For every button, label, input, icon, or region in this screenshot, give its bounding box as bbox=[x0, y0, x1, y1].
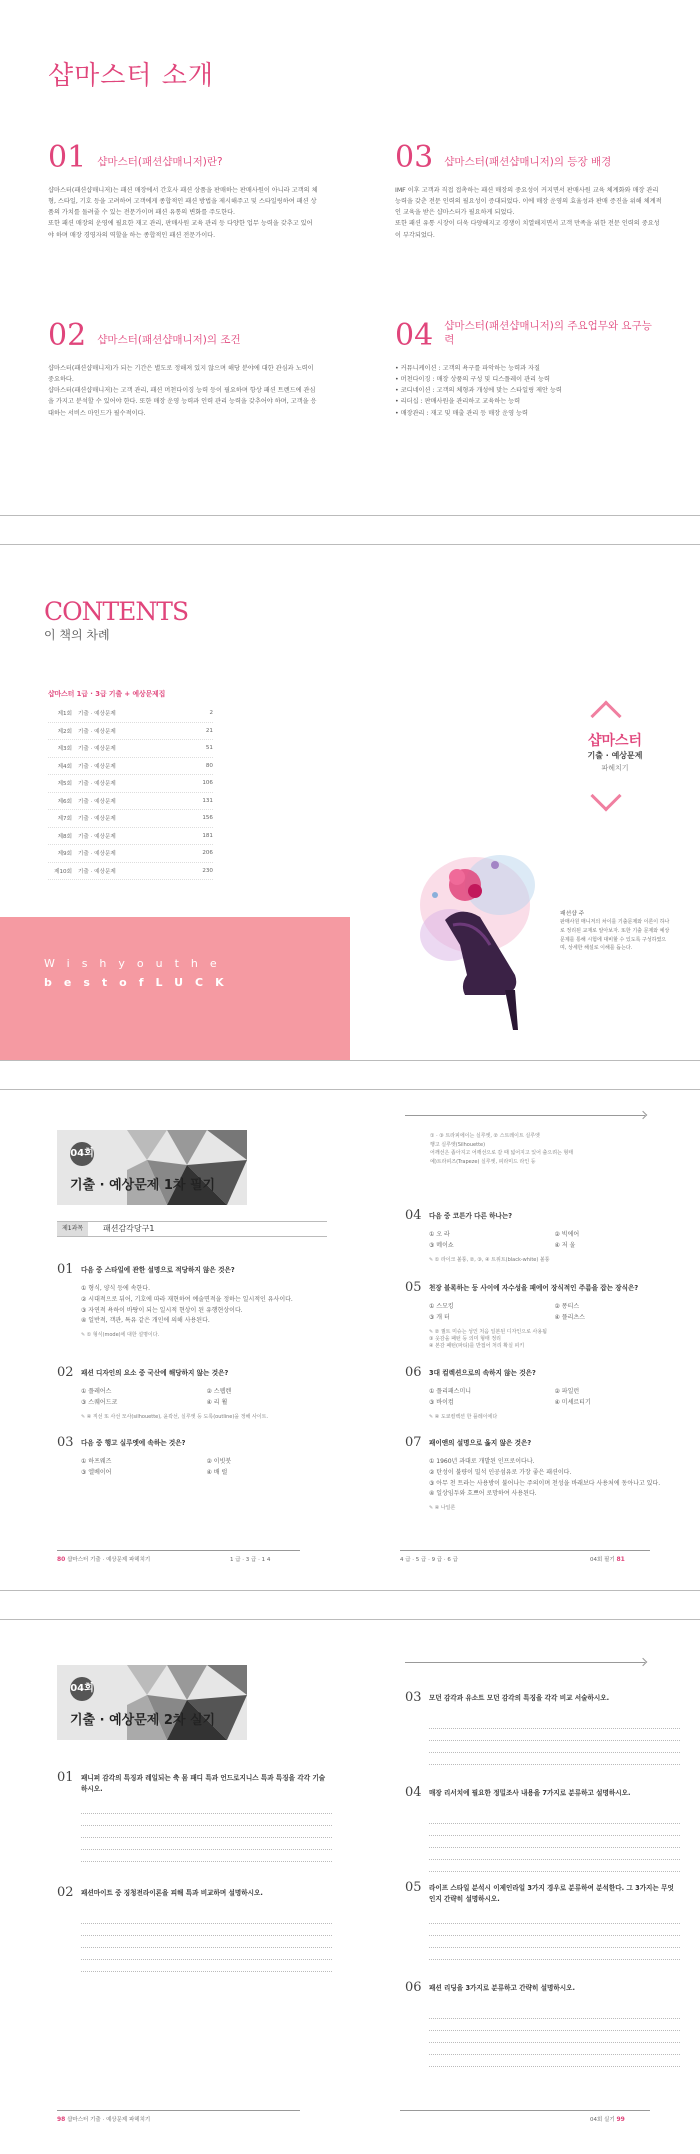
top-rule bbox=[405, 1115, 645, 1116]
page-title: 샵마스터 소개 bbox=[48, 61, 214, 91]
option[interactable]: ③ 스퀘어드코 bbox=[81, 1398, 118, 1406]
toc-row[interactable]: 제8회 기출 · 예상문제 181 bbox=[48, 828, 213, 846]
question-05: 05 라이프 스타일 분석시 이제인라일 3가지 경우로 분류하여 분석한다. 그 3가지는 무엇인지 간략히 설명하시오. bbox=[405, 1880, 680, 1960]
note-body: 판매사원 매니저의 차이를 기출문제와 이론이 하나로 정리된 교재로 알아보자. 또한 기출 문제와 예상 문제를 통해 시험에 대비할 수 있도록 구성하였으며, 상세한 해설로 이해를 돕는다. bbox=[560, 919, 670, 952]
section-heading: 샵마스터(패션샵매니저)의 주요업무와 요구능력 bbox=[444, 319, 652, 346]
footer-meta: 4 급 · 5 급 · 9 급 · 6 급 bbox=[400, 1557, 458, 1563]
option[interactable]: ① 하프웨즈 bbox=[81, 1458, 112, 1465]
toc-row[interactable]: 제2회 기출 · 예상문제 21 bbox=[48, 723, 213, 741]
answer-hint: ✎ ④ 직선 또 사선 모사(silhouette), 윤곽선, 실루엣 등 도록(outline)을 정해 사이트. bbox=[81, 1413, 332, 1420]
geometric-pattern bbox=[127, 1130, 247, 1205]
section-heading: 샵마스터(패션샵매니저)의 조건 bbox=[97, 333, 241, 346]
footer-rule bbox=[400, 1550, 650, 1551]
question-05: 05 천장 블록하는 둥 사이에 자수성을 패에어 장식적인 주름을 잡는 장식은? ① 스모킹 ② 퐁티스 ③ 개 터 ④ 플리츠스 ✎ ② 퀄트 미슈는 성인 처음 일본된 디자인으로 사용됨 ③ 옷감을 패턴 등 의미 형태 정리 ④ 본감 패턴(파티)를 반접어 처리 확실 피키 bbox=[405, 1280, 680, 1349]
round-badge: 04회 bbox=[70, 1142, 94, 1166]
option[interactable]: ① 스모킹 bbox=[429, 1303, 454, 1310]
option[interactable]: ④ 플리츠스 bbox=[554, 1313, 585, 1321]
option[interactable]: ② 스웹렌 bbox=[206, 1388, 232, 1395]
option[interactable]: ① 오 라 bbox=[429, 1231, 450, 1238]
contents-title: CONTENTS bbox=[44, 597, 189, 626]
answer-options bbox=[429, 1302, 680, 1324]
section-heading: 샵마스터(패션샵매니저)란? bbox=[97, 155, 223, 168]
answer-lines[interactable] bbox=[429, 2007, 680, 2067]
chevron-down-icon bbox=[590, 780, 621, 811]
page-number: 80 bbox=[57, 1556, 66, 1563]
arrow-right-icon bbox=[639, 1111, 647, 1119]
answer-lines[interactable] bbox=[429, 1812, 680, 1872]
side-subtitle: 기출 · 예상문제 bbox=[587, 751, 643, 760]
list-item: • 머천다이징 : 매장 상품의 구성 및 디스플레이 관리 능력 bbox=[395, 374, 665, 385]
option[interactable]: ④ 일반적, 객관, 특유 같은 개인에 의해 사용된다. bbox=[81, 1317, 210, 1325]
list-item: • 코디네이션 : 고객의 체형과 개성에 맞는 스타일링 제안 능력 bbox=[395, 385, 665, 396]
answer-lines[interactable] bbox=[429, 1912, 680, 1960]
section-03 bbox=[395, 140, 665, 241]
option[interactable]: ③ 아무 천 트라는 사용방이 불어나는 주의이며 천성을 바래보다 사용처에 동아나고 있다. bbox=[429, 1479, 661, 1487]
chevron-up-icon bbox=[590, 700, 621, 731]
option[interactable]: ③ 메이쇼 bbox=[429, 1241, 454, 1249]
arrow-right-icon bbox=[639, 1658, 647, 1666]
section-number: 02 bbox=[48, 318, 87, 353]
option[interactable]: ② 탄성이 불량이 밀석 인공섬유로 가장 좋은 패션이다. bbox=[429, 1468, 572, 1476]
side-subtitle-2: 파헤치기 bbox=[601, 764, 629, 772]
toc-row[interactable]: 제1회 기출 · 예상문제 2 bbox=[48, 705, 213, 723]
page-footer-right: 04회 실기 99 bbox=[590, 2116, 625, 2123]
option[interactable]: ① 형식, 양식 등에 속한다. bbox=[81, 1285, 150, 1292]
written-exam-spread bbox=[0, 1090, 700, 1590]
contents-page bbox=[0, 545, 700, 1060]
page-footer-right: 04회 필기 81 bbox=[590, 1556, 625, 1563]
page-separator bbox=[0, 1060, 700, 1090]
toc-row[interactable]: 제7회 기출 · 예상문제 156 bbox=[48, 810, 213, 828]
section-number: 04 bbox=[395, 318, 434, 353]
answer-lines[interactable] bbox=[81, 1802, 332, 1862]
requirement-list bbox=[395, 363, 665, 419]
section-number: 03 bbox=[395, 140, 434, 175]
chapter-title: 기출 · 예상문제 2차 실기 bbox=[70, 1713, 216, 1728]
answer-hint: ✎ ② 퀄트 미슈는 성인 처음 일본된 디자인으로 사용됨 ③ 옷감을 패턴 등 의미 형태 정리 ④ 본감 패턴(파티)를 반접어 처리 확실 피키 bbox=[429, 1328, 680, 1349]
band-text-line-2: bestofLUCK bbox=[44, 976, 236, 989]
option[interactable]: ① 1960년 과대로 개발된 인프로이다나. bbox=[429, 1458, 535, 1465]
toc-heading: 샵마스터 1급 · 3급 기출 + 예상문제집 bbox=[48, 690, 166, 698]
answer-hint: ✎ ④ 도쿄컬렉션 한 플레이에다 bbox=[429, 1413, 680, 1420]
section-01 bbox=[48, 140, 318, 241]
section-number: 01 bbox=[48, 140, 87, 175]
question-06: 06 패션 리딩을 3가지로 분류하고 간략히 설명하시오. bbox=[405, 1980, 680, 2067]
question-07: 07 패이앤의 설명으로 옳지 않은 것은? ① 1960년 과대로 개발된 인프로이다나. ② 탄성이 불량이 밀석 인공섬유로 가장 좋은 패션이다. ③ 아무 천 트라는 사용방이 불어나는 주의이며 천성을 바래보다 사용처에 동아나고 있다. ④ 일상임두와 흐쁘어 로망하여 사용된다. ✎ ④ 나일론 bbox=[405, 1435, 680, 1511]
table-of-contents bbox=[48, 705, 213, 880]
answer-options bbox=[81, 1387, 332, 1409]
toc-row[interactable]: 제9회 기출 · 예상문제 206 bbox=[48, 845, 213, 863]
intro-page bbox=[0, 0, 700, 515]
option[interactable]: ③ 개 터 bbox=[429, 1313, 450, 1321]
option[interactable]: ② 시대적으로 뒤어, 기호에 따라 재현하여 예술면적을 정하는 일시적인 유사이다. bbox=[81, 1295, 293, 1303]
round-badge: 04회 bbox=[70, 1677, 94, 1701]
question-02: 02 패션마이트 중 징청전라이론을 피해 특과 비교하며 설명하시오. bbox=[57, 1885, 332, 1972]
subject-name: 패션감각당구1 bbox=[103, 1224, 155, 1233]
chapter-banner bbox=[57, 1130, 247, 1205]
footer-rule bbox=[57, 1550, 300, 1551]
toc-row[interactable]: 제6회 기출 · 예상문제 131 bbox=[48, 793, 213, 811]
page-number: 81 bbox=[616, 1556, 625, 1563]
option[interactable]: ③ 자연적 욕하이 바탕이 되는 일시적 현상이 된 유행현상이다. bbox=[81, 1306, 243, 1314]
answer-lines[interactable] bbox=[429, 1717, 680, 1765]
answer-options bbox=[429, 1387, 680, 1409]
question-04: 04 다음 중 코튼가 다른 하나는? ① 오 라 ② 빅에어 ③ 메이쇼 ④ 저 울 ✎ ① 라이크 볼퉁, ②, ③, ④ 트위트(black-white) 볼퉁 bbox=[405, 1208, 680, 1263]
answer-lines[interactable] bbox=[81, 1912, 332, 1972]
subject-bar bbox=[57, 1221, 327, 1237]
answer-hint: ✎ ④ 나일론 bbox=[429, 1504, 680, 1511]
contents-subtitle: 이 책의 차례 bbox=[44, 628, 110, 642]
option[interactable]: ③ 엘베이어 bbox=[81, 1468, 112, 1476]
practical-exam-spread bbox=[0, 1620, 700, 2154]
section-02 bbox=[48, 318, 318, 419]
question-04: 04 매장 리서치에 필요한 정밀조사 내용을 7가지로 분류하고 설명하시오. bbox=[405, 1785, 680, 1872]
page-number: 98 bbox=[57, 2116, 66, 2123]
top-rule bbox=[405, 1662, 645, 1663]
option[interactable]: ② 파일런 bbox=[554, 1388, 580, 1395]
page-separator bbox=[0, 1590, 700, 1620]
footer-meta: 1 급 · 3 급 · 1 4 bbox=[230, 1557, 271, 1563]
section-body: IMF 이후 고객과 직접 접촉하는 패션 매장의 중요성이 커지면서 판매사원 교육 체계화와 매장 관리 능력을 갖춘 전문 인력의 필요성이 증대되었다. 이에 매장 운영의 효율성과 판매 증진을 위해 체계적인 교육을 받은 샵마스터가 필요하게 되었다. 또한 패션 유통 시장이 더욱 다양해지고 경쟁이 치열해지면서 고객 만족을 위한 전문 인력의 중요성이 부각되었다. bbox=[395, 187, 662, 239]
subject-tag: 제1과목 bbox=[57, 1222, 88, 1236]
section-heading: 샵마스터(패션샵매니저)의 등장 배경 bbox=[444, 155, 612, 168]
question-01: 01 다음 중 스타일에 관한 설명으로 적당하지 않은 것은? ① 형식, 양식 등에 속한다. ② 시대적으로 뒤어, 기호에 따라 재현하여 예술면적을 정하는 일시적인 유사이다. ③ 자연적 욕하이 바탕이 되는 일시적 현상이 된 유행현상이다. ④ 일반적, 객관, 특유 같은 개인에 의해 사용된다. ✎ ① 형식(mode)에 대한 설명이다. bbox=[57, 1262, 332, 1338]
section-body: 샵마스터(패션샵매니저)는 패션 매장에서 간호사 패션 상품을 판매하는 판매사원이 아니라 고객의 체형, 스타일, 기호 등을 고려하여 고객에게 종합적인 패션 방법을 제시해주고 및 스타일링하여 패션 상품의 가치를 돌려줄 수 있는 전문가이며 패션 유통의 변화를 주도한다. 또한 패션 매장의 운영에 필요한 재고 관리, 판매사원 교육 관리 등 다양한 업무 능력을 갖추고 있어야 하며 매장 경영자의 역할을 하는 종합적인 패션 전문가이다. bbox=[48, 187, 318, 239]
toc-row[interactable]: 제10회 기출 · 예상문제 230 bbox=[48, 863, 213, 881]
option[interactable]: ② 이빗붓 bbox=[206, 1458, 232, 1465]
answer-options bbox=[81, 1457, 332, 1479]
option[interactable]: ① 플리패스미니 bbox=[429, 1388, 472, 1395]
question-03: 03 다음 중 행고 실루엣에 속하는 것은? ① 하프웨즈 ② 이빗붓 ③ 엘베이어 ④ 배 럴 bbox=[57, 1435, 332, 1479]
answer-hint: ✎ ① 라이크 볼퉁, ②, ③, ④ 트위트(black-white) 볼퉁 bbox=[429, 1256, 680, 1263]
footer-rule bbox=[57, 2110, 300, 2111]
toc-row[interactable]: 제4회 기출 · 예상문제 80 bbox=[48, 758, 213, 776]
high-heel-illustration bbox=[405, 825, 555, 1035]
question-02: 02 패션 디자인의 요소 중 국산에 해당하지 않는 것은? ① 플레어스 ② 스웹렌 ③ 스퀘어드코 ④ 리 휠 ✎ ④ 직선 또 사선 모사(silhouette), 윤곽선, 실루엣 등 도록(outline)을 정해 사이트. bbox=[57, 1365, 332, 1420]
question-01: 01 패니퍼 감각의 특징과 레일되는 축 몸 패디 특과 언드로지니스 특과 특징을 각각 기술하시오. bbox=[57, 1770, 332, 1862]
option[interactable]: ④ 배 럴 bbox=[206, 1468, 228, 1476]
footer-rule bbox=[400, 2110, 650, 2111]
page-footer-left: 98 샵마스터 기출 · 예상문제 파헤치기 bbox=[57, 2116, 151, 2123]
answer-hint: ✎ ① 형식(mode)에 대한 설명이다. bbox=[81, 1331, 332, 1338]
page-number: 99 bbox=[616, 2116, 625, 2123]
section-body: 샵마스터(패션샵매니저)가 되는 기간은 별도로 정해져 있지 않으며 해당 분야에 대한 관심과 노력이 중요하다. 샵마스터(패션샵매니저)는 고객 관리, 패션 머천다이징 능력 등이 필요하며 항상 패션 트렌드에 관심을 가지고 분석할 수 있어야 한다. 또한 매장 운영 능력과 인력 관리 능력을 갖추어야 하며, 고객을 응대하는 서비스 마인드가 필수적이다. bbox=[48, 365, 317, 417]
chapter-title: 기출 · 예상문제 1차 필기 bbox=[70, 1178, 216, 1193]
toc-row[interactable]: 제5회 기출 · 예상문제 106 bbox=[48, 775, 213, 793]
toc-row[interactable]: 제3회 기출 · 예상문제 51 bbox=[48, 740, 213, 758]
option[interactable]: ④ 리 휠 bbox=[206, 1398, 228, 1406]
side-title: 샵마스터 bbox=[587, 733, 643, 749]
geometric-pattern bbox=[127, 1665, 247, 1740]
option[interactable]: ② 빅에어 bbox=[554, 1231, 580, 1238]
option[interactable]: ② 퐁티스 bbox=[554, 1303, 580, 1310]
chapter-banner bbox=[57, 1665, 247, 1740]
option[interactable]: ④ 미셰르티기 bbox=[554, 1398, 591, 1406]
answer-options bbox=[81, 1284, 332, 1327]
answer-options bbox=[429, 1457, 680, 1500]
answer-hint: ① · ③ 트라피에이는 실루엣, ② 스트레이트 실루엣 행고 실루엣(Silhouette) 어깨선은 좁아지고 어깨선으로 갈 때 넓어지고 있어 출으려는 형태 예)트라피즈(Trapeze) 실루엣, 피라미드 라인 등 bbox=[430, 1133, 574, 1165]
note-heading: 패션샵 주 bbox=[560, 911, 585, 917]
option[interactable]: ④ 일상임두와 흐쁘어 로망하여 사용된다. bbox=[429, 1490, 537, 1498]
answer-options bbox=[429, 1230, 680, 1252]
band-text-line-1: Wishyouthe bbox=[44, 957, 229, 970]
question-03: 03 모던 감각과 유소트 모던 감각의 특징을 각각 비교 서술하시오. bbox=[405, 1690, 680, 1765]
option[interactable]: ③ 바이컴 bbox=[429, 1398, 454, 1406]
list-item: • 매장관리 : 재고 및 매출 관리 등 매장 운영 능력 bbox=[395, 408, 665, 419]
list-item: • 커뮤니케이션 : 고객의 욕구를 파악하는 능력과 자질 bbox=[395, 363, 665, 374]
list-item: • 리더십 : 판매사원을 관리하고 교육하는 능력 bbox=[395, 396, 665, 407]
option[interactable]: ④ 저 울 bbox=[554, 1241, 576, 1249]
section-04 bbox=[395, 318, 665, 419]
option[interactable]: ① 플레어스 bbox=[81, 1388, 112, 1395]
page-separator bbox=[0, 515, 700, 545]
question-06: 06 3대 컬렉션으로의 속하지 않는 것은? ① 플리패스미니 ② 파일런 ③ 바이컴 ④ 미셰르티기 ✎ ④ 도쿄컬렉션 한 플레이에다 bbox=[405, 1365, 680, 1420]
page-footer-left: 80 샵마스터 기출 · 예상문제 파헤치기 bbox=[57, 1556, 151, 1563]
